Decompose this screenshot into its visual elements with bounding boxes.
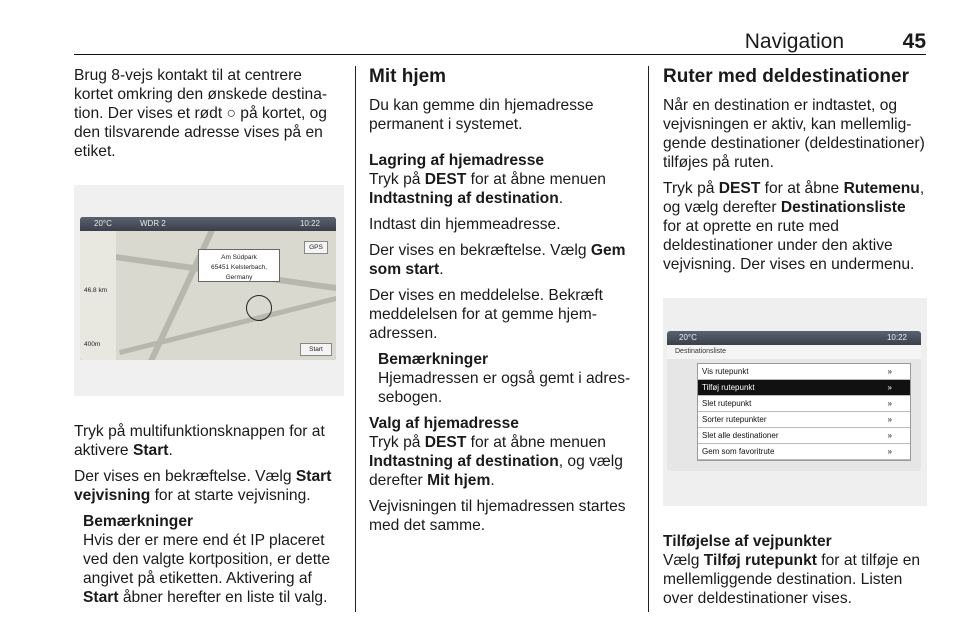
note-block: [369, 350, 635, 407]
menu-temp: 20°C: [679, 333, 697, 342]
column-divider-1: [355, 66, 356, 612]
menu-item[interactable]: [698, 428, 910, 444]
menu-item[interactable]: [698, 412, 910, 428]
crosshair-icon: [246, 295, 272, 321]
menu-item[interactable]: [698, 396, 910, 412]
section-heading-waypoints: Ruter med deldestinationer: [663, 66, 909, 87]
address-label: [198, 249, 280, 282]
note-title: Bemærkninger: [83, 513, 194, 530]
subheading-add-waypoints: Tilføjelse af vejpunkter: [663, 533, 832, 550]
menu-time: 10:22: [886, 333, 907, 342]
map-distance: 46.8 km: [84, 287, 108, 294]
menu-item-label: Vis rutepunkt: [702, 367, 749, 376]
start-button[interactable]: Start: [300, 343, 332, 356]
paragraph-save-step4: Der vises en meddelelse. Bekræft meddelelsen for at gemme hjemadressen.: [369, 287, 604, 342]
map-temp: 20°C: [94, 219, 112, 228]
menu-status-bar: [667, 331, 921, 345]
menu-item-label: Sorter rutepunkter: [702, 415, 767, 424]
column-divider-2: [648, 66, 649, 612]
chevron-right-icon: »: [887, 367, 892, 376]
menu-screenshot: [663, 298, 927, 506]
paragraph-confirm: Der vises en bekræftelse. Vælg Start vejvisning for at starte vejvisning.: [74, 468, 332, 504]
note-block: [74, 512, 344, 607]
chevron-right-icon: »: [887, 415, 892, 424]
destination-list: [697, 363, 911, 461]
note-text: Hvis der er mere end ét IP placeret ved den valgte kortposition, er dette angivet på etiketten. Aktivering af Start åbner herefter en liste til valg.: [83, 532, 331, 606]
paragraph-save-step1: Tryk på DEST for at åbne menuen Indtastning af destination.: [369, 171, 606, 207]
paragraph-add-waypoint: Vælg Tilføj rutepunkt for at tilføje en mellemliggende destination. Listen over deldestinationer vises.: [663, 552, 921, 607]
menu-item[interactable]: [698, 444, 910, 460]
chevron-right-icon: »: [887, 383, 892, 392]
map-screenshot: [74, 185, 344, 396]
note-title: Bemærkninger: [378, 351, 489, 368]
map-area[interactable]: [116, 231, 336, 360]
chevron-right-icon: »: [887, 431, 892, 440]
address-line-1: Am Südpark: [221, 254, 257, 261]
paragraph-save-step3: Der vises en bekræftelse. Vælg Gem som start.: [369, 242, 626, 278]
page-header: [74, 28, 926, 55]
paragraph-select-step1: Tryk på DEST for at åbne menuen Indtastning af destination, og vælg derefter Mit hjem.: [369, 434, 623, 489]
map-status-bar: [80, 217, 336, 231]
paragraph-activate: Tryk på multifunktionsknappen for at aktivere Start.: [74, 423, 325, 459]
subheading-save-home: Lagring af hjemadresse: [369, 152, 545, 169]
map-display: [80, 217, 336, 360]
map-time: 10:22: [299, 219, 320, 228]
paragraph-save-step2: Indtast din hjemmeadresse.: [369, 216, 561, 233]
menu-item-label: Slet rutepunkt: [702, 399, 752, 408]
map-radio: WDR 2: [140, 219, 166, 228]
paragraph-select-step2: Vejvisningen til hjemadressen startes med det samme.: [369, 498, 626, 534]
paragraph-route-menu: Tryk på DEST for at åbne Rutemenu, og vælg derefter Destinationsliste for at oprette en rute med deldestinationer under den aktive vejvisning. Der vises en undermenu.: [663, 180, 925, 273]
chevron-right-icon: »: [887, 447, 892, 456]
menu-item-label: Gem som favoritrute: [702, 447, 775, 456]
header-title: Navigation: [744, 30, 844, 53]
home-intro: Du kan gemme din hjemadresse permanent i systemet.: [369, 97, 594, 133]
map-side-panel: [80, 231, 117, 360]
column-2: [369, 66, 635, 542]
subheading-select-home: Valg af hjemadresse: [369, 415, 519, 432]
waypoints-intro: Når en destination er indtastet, og vejvisningen er aktiv, kan mellemliggende destinationer (deldestinationer) tilføjes på ruten.: [663, 97, 925, 171]
menu-item[interactable]: [698, 364, 910, 380]
gps-button[interactable]: GPS: [304, 241, 328, 254]
note-text: Hjemadressen er også gemt i adressebogen.: [378, 370, 631, 406]
menu-display: [667, 331, 921, 471]
column-3: [663, 66, 927, 615]
section-heading-home: Mit hjem: [369, 66, 447, 87]
column-1: [74, 66, 344, 614]
menu-item-label: Tilføj rutepunkt: [702, 383, 755, 392]
page-number: 45: [902, 30, 926, 53]
menu-item-label: Slet alle destinationer: [702, 431, 779, 440]
map-scale: 400m: [84, 341, 101, 348]
menu-item[interactable]: [698, 380, 910, 396]
chevron-right-icon: »: [887, 399, 892, 408]
address-line-2: 65451 Kelsterbach, Germany: [210, 264, 267, 281]
menu-subtitle: Destinationsliste: [667, 345, 921, 359]
intro-paragraph: Brug 8-vejs kontakt til at centrere kortet omkring den ønskede destination. Der vises et rødt ○ på kortet, og den tilsvarende adresse vises på en etiket.: [74, 67, 328, 160]
